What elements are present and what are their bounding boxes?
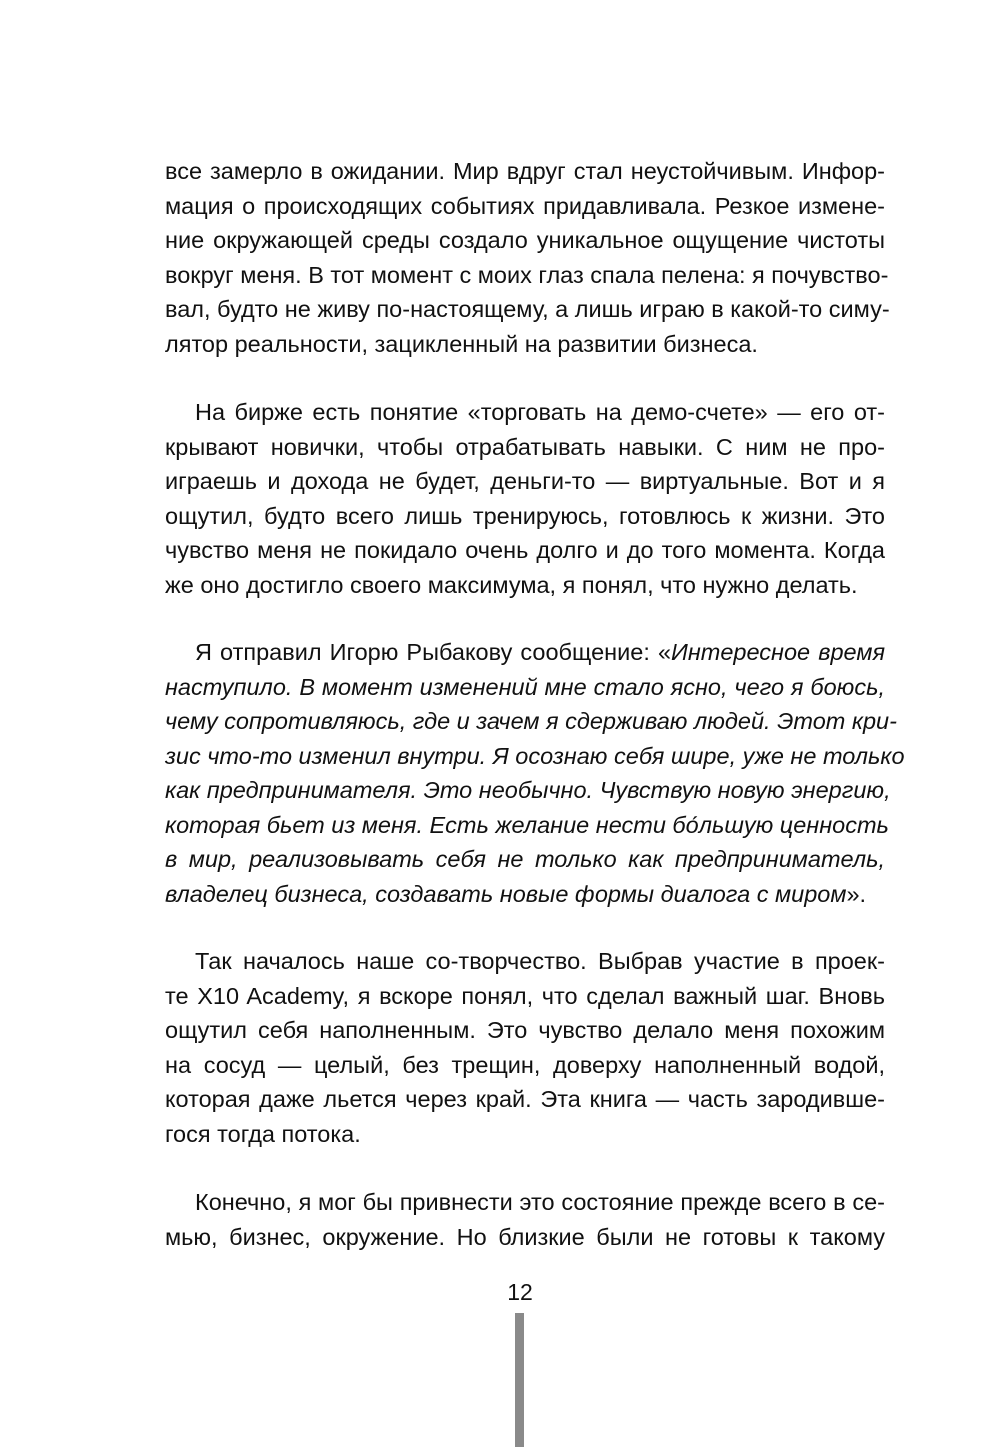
text-line: ние окружающей среды создало уникальное ощущение чистоты (165, 227, 885, 253)
text-line: Так началось наше со-творчество. Выбрав участие в проек- (195, 948, 885, 974)
text-line: те X10 Academy, я вскоре понял, что сделал важный шаг. Вновь (165, 982, 885, 1009)
text-line: которая даже льется через край. Эта книга — часть зародивше- (165, 1086, 885, 1112)
text-line: вал, будто не живу по-настоящему, а лишь играю в какой-то симу- (165, 296, 890, 322)
text-line: чему сопротивляюсь, где и зачем я сдерживаю людей. Этот кри- (165, 708, 897, 734)
text-line: ощутил, будто всего лишь тренируюсь, готовлюсь к жизни. Это (165, 502, 885, 529)
text-line: гося тогда потока. (165, 1120, 361, 1147)
page-number: 12 (507, 1279, 533, 1305)
text-line: мация о происходящих событиях придавливала. Резкое измене- (165, 192, 885, 219)
text-line: в мир, реализовывать себя не только как предприниматель, (165, 846, 885, 872)
text-line (165, 877, 885, 912)
text-line: Конечно, я мог бы привнести это состояние прежде всего в се- (195, 1189, 885, 1215)
text-line: все замерло в ожидании. Мир вдруг стал неустойчивым. Инфор- (165, 158, 885, 184)
quote-intro-italic: Интересное время (671, 639, 886, 665)
quote-intro: Я отправил Игорю Рыбакову сообщение: « (195, 639, 672, 665)
text-line: крывают новички, чтобы отрабатывать навыки. С ним не про- (165, 433, 885, 460)
text-line: ощутил себя наполненным. Это чувство делало меня похожим (165, 1017, 885, 1043)
text-line: на сосуд — целый, без трещин, доверху наполненный водой, (165, 1051, 885, 1078)
text-line: наступило. В момент изменений мне стало ясно, чего я боюсь, (165, 673, 885, 700)
text-line (165, 635, 885, 670)
text-line: зис что-то изменил внутри. Я осознаю себя шире, уже не только (165, 742, 905, 769)
text-line: вокруг меня. В тот момент с моих глаз спала пелена: я почувство- (165, 261, 889, 288)
quote-outro: ». (846, 880, 867, 907)
page-edge-bar (515, 1313, 524, 1447)
paragraph-1 (165, 154, 890, 361)
text-line: На бирже есть понятие «торговать на демо-счете» — его от- (195, 399, 885, 425)
text-line: мью, бизнес, окружение. Но близкие были не готовы к такому (165, 1223, 885, 1250)
text-line: как предпринимателя. Это необычно. Чувствую новую энергию, (165, 777, 891, 803)
quote-last-line: владелец бизнеса, создавать новые формы диалога с миром (165, 880, 847, 907)
text-line: играешь и дохода не будет, деньги-то — виртуальные. Вот и я (165, 468, 885, 494)
paragraph-2 (165, 395, 885, 602)
paragraph-4 (165, 944, 885, 1151)
text-line: которая бьет из меня. Есть желание нести бо́льшую ценность (165, 811, 889, 838)
text-line: чувство меня не покидало очень долго и до того момента. Когда (165, 537, 885, 563)
paragraph-5 (165, 1185, 885, 1254)
text-line: же оно достигло своего максимума, я понял, что нужно делать. (165, 571, 858, 598)
paragraph-3-quote (165, 635, 905, 911)
text-line: лятор реальности, зацикленный на развитии бизнеса. (165, 330, 758, 357)
